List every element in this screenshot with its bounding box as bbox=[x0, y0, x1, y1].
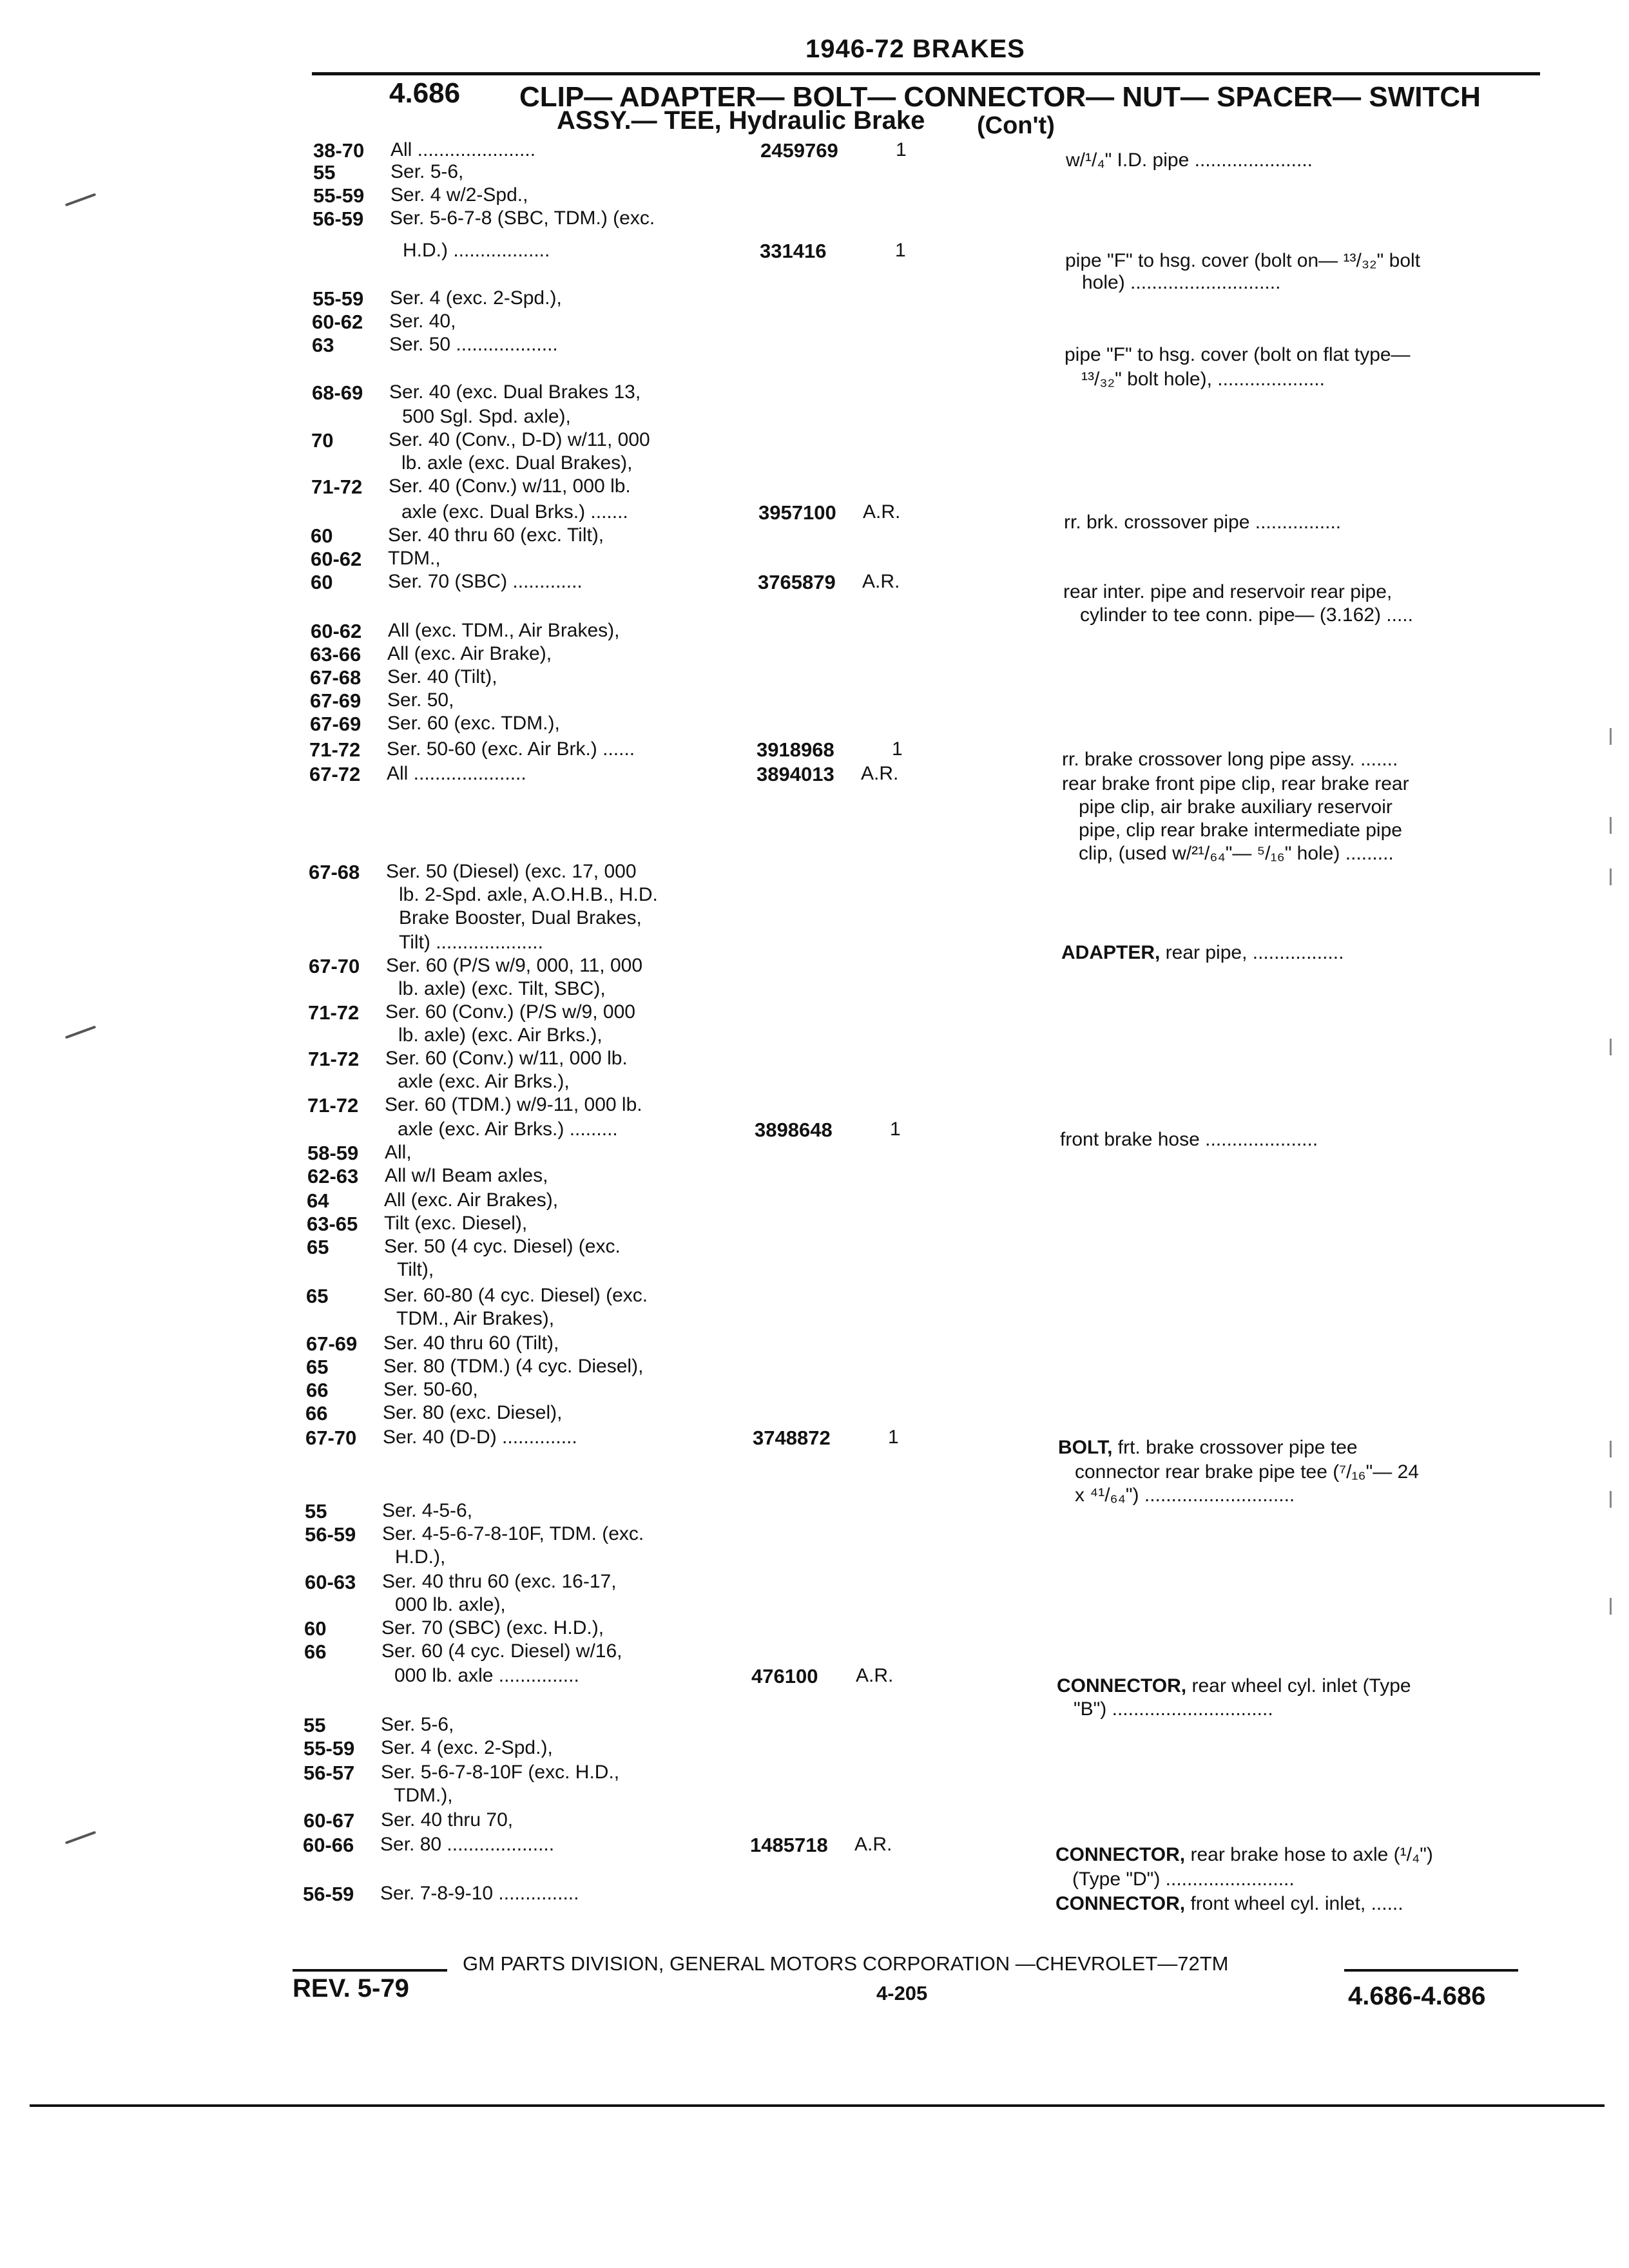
row-application: lb. axle (exc. Dual Brakes), bbox=[401, 452, 633, 474]
row-year: 56-59 bbox=[313, 207, 364, 230]
row-year: 63 bbox=[312, 334, 334, 356]
row-part-number: 3918968 bbox=[757, 738, 834, 761]
row-part-number: 3898648 bbox=[755, 1119, 833, 1141]
row-year: 58-59 bbox=[307, 1142, 359, 1164]
row-description-text: x ⁴¹/₆₄") ............................ bbox=[1075, 1485, 1295, 1506]
row-year: 67-68 bbox=[309, 861, 360, 883]
row-application: Ser. 60 (Conv.) (P/S w/9, 000 bbox=[385, 1001, 635, 1023]
row-application: Ser. 50-60 (exc. Air Brk.) ...... bbox=[387, 738, 635, 760]
margin-mark bbox=[65, 1026, 96, 1039]
footer-publisher: GM PARTS DIVISION, GENERAL MOTORS CORPORATION —CHEVROLET—72TM bbox=[463, 1952, 1229, 1975]
row-year: 67-68 bbox=[310, 666, 361, 689]
row-application: Ser. 80 (exc. Diesel), bbox=[383, 1402, 563, 1423]
row-application: lb. axle) (exc. Air Brks.), bbox=[398, 1024, 602, 1046]
row-part-number: 3894013 bbox=[757, 763, 834, 785]
row-description bbox=[1065, 250, 1420, 272]
row-description bbox=[1062, 749, 1398, 771]
row-description bbox=[1060, 1129, 1318, 1151]
row-application: Ser. 5-6-7-8 (SBC, TDM.) (exc. bbox=[390, 207, 655, 229]
row-application: Tilt (exc. Diesel), bbox=[384, 1213, 528, 1234]
row-year: 67-70 bbox=[305, 1427, 357, 1449]
margin-tick bbox=[1610, 1598, 1612, 1615]
row-year: 60-62 bbox=[312, 311, 363, 333]
row-year: 65 bbox=[306, 1356, 329, 1378]
row-application: Ser. 40 thru 60 (exc. 16-17, bbox=[382, 1571, 617, 1592]
row-application: Ser. 50 (Diesel) (exc. 17, 000 bbox=[386, 861, 637, 882]
row-quantity: 1 bbox=[888, 1427, 899, 1448]
row-description bbox=[1063, 581, 1392, 603]
row-year: 63-65 bbox=[307, 1213, 358, 1235]
row-application: Ser. 40 (Tilt), bbox=[387, 666, 497, 687]
row-application: All (exc. TDM., Air Brakes), bbox=[388, 620, 620, 641]
row-description bbox=[1057, 1675, 1411, 1697]
row-description-text: pipe "F" to hsg. cover (bolt on flat type— bbox=[1065, 344, 1411, 365]
row-year: 71-72 bbox=[311, 476, 363, 498]
row-description-text: ¹³/₃₂" bolt hole), .................... bbox=[1081, 369, 1325, 390]
row-application: Ser. 50, bbox=[387, 689, 454, 711]
row-year: 60 bbox=[311, 571, 333, 593]
row-description bbox=[1061, 942, 1344, 964]
margin-mark bbox=[65, 193, 96, 207]
margin-tick bbox=[1610, 1039, 1612, 1055]
row-application: Tilt) .................... bbox=[399, 932, 543, 953]
row-quantity: A.R. bbox=[861, 763, 899, 784]
page-title: 1946-72 BRAKES bbox=[805, 35, 1025, 63]
row-description-text: clip, (used w/²¹/₆₄"— ⁵/₁₆" hole) ......... bbox=[1079, 843, 1394, 864]
row-description-text: frt. brake crossover pipe tee bbox=[1112, 1437, 1358, 1458]
row-application: Brake Booster, Dual Brakes, bbox=[399, 907, 642, 928]
row-application: axle (exc. Air Brks.), bbox=[398, 1071, 570, 1092]
margin-tick bbox=[1610, 1491, 1612, 1508]
row-application: Ser. 40 (exc. Dual Brakes 13, bbox=[389, 381, 641, 403]
row-application: Ser. 4-5-6-7-8-10F, TDM. (exc. bbox=[382, 1523, 644, 1544]
margin-tick bbox=[1610, 728, 1612, 745]
row-application: Ser. 40 (Conv.) w/11, 000 lb. bbox=[389, 476, 631, 497]
row-application: TDM., bbox=[388, 548, 441, 569]
row-year: 60-62 bbox=[311, 548, 362, 570]
row-year: 70 bbox=[311, 429, 334, 452]
row-application: Ser. 40 (D-D) .............. bbox=[383, 1427, 577, 1448]
row-year: 71-72 bbox=[307, 1094, 359, 1117]
row-part-number: 2459769 bbox=[760, 139, 838, 162]
row-application: Ser. 40 thru 60 (Tilt), bbox=[383, 1332, 559, 1354]
row-part-number: 331416 bbox=[760, 240, 827, 262]
row-year: 62-63 bbox=[307, 1165, 359, 1187]
row-description bbox=[1079, 843, 1394, 865]
row-year: 65 bbox=[306, 1285, 329, 1307]
row-description bbox=[1075, 1485, 1295, 1506]
row-quantity: 1 bbox=[895, 240, 906, 261]
row-year: 65 bbox=[307, 1236, 329, 1258]
row-application: 500 Sgl. Spd. axle), bbox=[402, 406, 571, 427]
row-application: All, bbox=[385, 1142, 412, 1163]
row-year: 55-59 bbox=[304, 1737, 355, 1760]
row-description-text: connector rear brake pipe tee (⁷/₁₆"— 24 bbox=[1075, 1461, 1419, 1483]
row-year: 67-70 bbox=[309, 955, 360, 977]
row-year: 60-62 bbox=[311, 620, 362, 642]
row-part-number: 1485718 bbox=[750, 1834, 828, 1856]
row-year: 71-72 bbox=[308, 1048, 360, 1070]
row-part-number: 3765879 bbox=[758, 571, 836, 593]
row-description-text: w/¹/₄" I.D. pipe ...................... bbox=[1066, 149, 1313, 171]
row-year: 67-69 bbox=[310, 713, 361, 735]
row-application: H.D.), bbox=[395, 1546, 446, 1568]
row-quantity: 1 bbox=[890, 1119, 901, 1140]
row-application: All ...................... bbox=[390, 139, 536, 160]
row-application: 000 lb. axle ............... bbox=[394, 1665, 579, 1686]
row-application: Ser. 50 ................... bbox=[389, 334, 558, 355]
margin-tick bbox=[1610, 1441, 1612, 1457]
group-title-line1: CLIP— ADAPTER— BOLT— CONNECTOR— NUT— SPACER— SWITCH bbox=[519, 81, 1481, 113]
row-description bbox=[1075, 1461, 1419, 1483]
footer-rule-right bbox=[1344, 1969, 1518, 1972]
row-year: 60 bbox=[304, 1617, 327, 1640]
row-description bbox=[1080, 604, 1413, 626]
row-application: Ser. 5-6-7-8-10F (exc. H.D., bbox=[381, 1762, 620, 1783]
row-year: 38-70 bbox=[313, 139, 365, 162]
row-description-text: rear wheel cyl. inlet (Type bbox=[1186, 1675, 1411, 1696]
row-description-text: cylinder to tee conn. pipe— (3.162) ..... bbox=[1080, 604, 1413, 626]
row-application: All w/I Beam axles, bbox=[385, 1165, 548, 1186]
row-year: 56-57 bbox=[304, 1762, 355, 1784]
row-description-text: rear inter. pipe and reservoir rear pipe, bbox=[1063, 581, 1393, 602]
row-application: Ser. 5-6, bbox=[381, 1714, 454, 1735]
group-number: 4.686 bbox=[389, 77, 461, 109]
row-description-heading: CONNECTOR, bbox=[1057, 1675, 1187, 1696]
row-application: Ser. 60 (4 cyc. Diesel) w/16, bbox=[381, 1640, 622, 1662]
row-description-text: front brake hose ..................... bbox=[1060, 1129, 1318, 1150]
row-description bbox=[1055, 1893, 1403, 1915]
row-year: 60-63 bbox=[305, 1571, 356, 1593]
header-rule bbox=[312, 72, 1540, 75]
row-description bbox=[1079, 820, 1402, 841]
row-description-text: pipe, clip rear brake intermediate pipe bbox=[1079, 820, 1402, 841]
group-range: 4.686-4.686 bbox=[1348, 1982, 1486, 2010]
row-application: TDM.), bbox=[394, 1785, 453, 1806]
row-part-number: 3957100 bbox=[758, 501, 836, 524]
row-year: 55 bbox=[313, 161, 336, 184]
row-application: Ser. 50 (4 cyc. Diesel) (exc. bbox=[384, 1236, 621, 1257]
row-quantity: 1 bbox=[892, 738, 903, 760]
row-year: 56-59 bbox=[305, 1523, 356, 1546]
row-description-text: "B") .............................. bbox=[1074, 1698, 1273, 1720]
margin-mark bbox=[65, 1831, 96, 1845]
margin-tick bbox=[1610, 869, 1612, 885]
row-year: 71-72 bbox=[309, 738, 361, 761]
row-application: 000 lb. axle), bbox=[395, 1594, 506, 1615]
row-application: Ser. 40 thru 60 (exc. Tilt), bbox=[388, 524, 604, 546]
row-description bbox=[1082, 272, 1280, 294]
row-year: 55 bbox=[304, 1714, 326, 1736]
row-year: 60-66 bbox=[303, 1834, 354, 1856]
row-description-heading: CONNECTOR, bbox=[1055, 1893, 1186, 1914]
row-description-text: front wheel cyl. inlet, ...... bbox=[1185, 1893, 1403, 1914]
row-application: Ser. 7-8-9-10 ............... bbox=[380, 1883, 579, 1904]
row-application: Ser. 70 (SBC) (exc. H.D.), bbox=[381, 1617, 604, 1639]
row-description-text: pipe clip, air brake auxiliary reservoir bbox=[1079, 796, 1393, 818]
row-year: 63-66 bbox=[310, 643, 361, 666]
row-application: Ser. 40 (Conv., D-D) w/11, 000 bbox=[389, 429, 650, 450]
footer-rule-left bbox=[293, 1969, 447, 1972]
row-description bbox=[1081, 369, 1325, 390]
row-year: 64 bbox=[307, 1189, 329, 1212]
row-year: 66 bbox=[305, 1402, 328, 1425]
row-application: Tilt), bbox=[397, 1259, 434, 1280]
row-description-text: rear brake front pipe clip, rear brake rear bbox=[1062, 773, 1409, 794]
margin-tick bbox=[1610, 817, 1612, 834]
row-description-text: rear pipe, ................. bbox=[1160, 942, 1344, 963]
row-description bbox=[1064, 512, 1341, 533]
row-quantity: A.R. bbox=[856, 1665, 894, 1686]
page-number: 4-205 bbox=[876, 1982, 928, 2004]
row-year: 66 bbox=[306, 1379, 329, 1401]
row-description-text: rr. brk. crossover pipe ................ bbox=[1064, 512, 1342, 533]
row-quantity: A.R. bbox=[862, 571, 900, 592]
row-application: Ser. 60 (TDM.) w/9-11, 000 lb. bbox=[385, 1094, 642, 1115]
row-year: 55-59 bbox=[313, 184, 365, 207]
row-application: Ser. 4 (exc. 2-Spd.), bbox=[390, 287, 562, 309]
row-description bbox=[1072, 1869, 1295, 1890]
row-application: Ser. 4 (exc. 2-Spd.), bbox=[381, 1737, 553, 1758]
row-description bbox=[1055, 1844, 1433, 1866]
row-application: Ser. 40, bbox=[389, 311, 456, 332]
row-year: 67-72 bbox=[309, 763, 361, 785]
row-application: H.D.) .................. bbox=[403, 240, 550, 261]
row-year: 55-59 bbox=[313, 287, 364, 310]
row-application: Ser. 4 w/2-Spd., bbox=[390, 184, 528, 206]
continued-label: (Con't) bbox=[977, 112, 1055, 139]
row-application: All ..................... bbox=[387, 763, 526, 784]
row-application: Ser. 60 (Conv.) w/11, 000 lb. bbox=[385, 1048, 628, 1069]
row-year: 60-67 bbox=[304, 1809, 355, 1832]
row-quantity: A.R. bbox=[854, 1834, 892, 1855]
bottom-rule bbox=[30, 2104, 1605, 2107]
row-description-text: rr. brake crossover long pipe assy. ....... bbox=[1062, 749, 1398, 770]
row-year: 55 bbox=[305, 1500, 327, 1523]
row-application: All (exc. Air Brake), bbox=[387, 643, 552, 664]
row-description-text: (Type "D") ........................ bbox=[1072, 1869, 1295, 1890]
row-application: axle (exc. Dual Brks.) ....... bbox=[401, 501, 628, 523]
row-description bbox=[1065, 344, 1411, 366]
row-application: lb. 2-Spd. axle, A.O.H.B., H.D. bbox=[399, 884, 658, 905]
row-quantity: A.R. bbox=[863, 501, 901, 523]
row-year: 67-69 bbox=[310, 689, 361, 712]
row-description-heading: CONNECTOR, bbox=[1055, 1844, 1186, 1865]
group-title-line2: ASSY.— TEE, Hydraulic Brake bbox=[557, 106, 925, 135]
row-quantity: 1 bbox=[896, 139, 907, 160]
row-year: 60 bbox=[311, 524, 333, 547]
row-application: Ser. 50-60, bbox=[383, 1379, 478, 1400]
row-application: Ser. 5-6, bbox=[390, 161, 464, 182]
row-description bbox=[1066, 149, 1313, 171]
row-application: Ser. 4-5-6, bbox=[382, 1500, 473, 1521]
row-application: lb. axle) (exc. Tilt, SBC), bbox=[398, 978, 606, 999]
row-description bbox=[1074, 1698, 1273, 1720]
row-application: Ser. 80 (TDM.) (4 cyc. Diesel), bbox=[383, 1356, 644, 1377]
row-application: axle (exc. Air Brks.) ......... bbox=[398, 1119, 618, 1140]
row-application: Ser. 80 .................... bbox=[380, 1834, 555, 1855]
row-year: 56-59 bbox=[303, 1883, 354, 1905]
row-application: Ser. 70 (SBC) ............. bbox=[388, 571, 583, 592]
row-description-heading: BOLT, bbox=[1058, 1437, 1113, 1458]
row-year: 68-69 bbox=[312, 381, 363, 404]
row-description-text: hole) ............................ bbox=[1082, 272, 1281, 293]
revision-label: REV. 5-79 bbox=[293, 1974, 409, 2003]
row-application: All (exc. Air Brakes), bbox=[384, 1189, 559, 1211]
row-application: TDM., Air Brakes), bbox=[396, 1308, 555, 1329]
row-description-heading: ADAPTER, bbox=[1061, 942, 1161, 963]
row-description-text: pipe "F" to hsg. cover (bolt on— ¹³/₃₂" bolt bbox=[1065, 250, 1421, 271]
row-description bbox=[1079, 796, 1393, 818]
row-year: 66 bbox=[304, 1640, 327, 1663]
row-description-text: rear brake hose to axle (¹/₄") bbox=[1185, 1844, 1433, 1865]
row-application: Ser. 60 (P/S w/9, 000, 11, 000 bbox=[386, 955, 643, 976]
row-description bbox=[1058, 1437, 1358, 1459]
row-application: Ser. 60-80 (4 cyc. Diesel) (exc. bbox=[383, 1285, 648, 1306]
row-year: 67-69 bbox=[306, 1332, 358, 1355]
row-application: Ser. 60 (exc. TDM.), bbox=[387, 713, 560, 734]
row-part-number: 476100 bbox=[751, 1665, 818, 1687]
row-description bbox=[1062, 773, 1409, 795]
row-application: Ser. 40 thru 70, bbox=[381, 1809, 514, 1831]
row-part-number: 3748872 bbox=[753, 1427, 831, 1449]
row-year: 71-72 bbox=[308, 1001, 360, 1024]
